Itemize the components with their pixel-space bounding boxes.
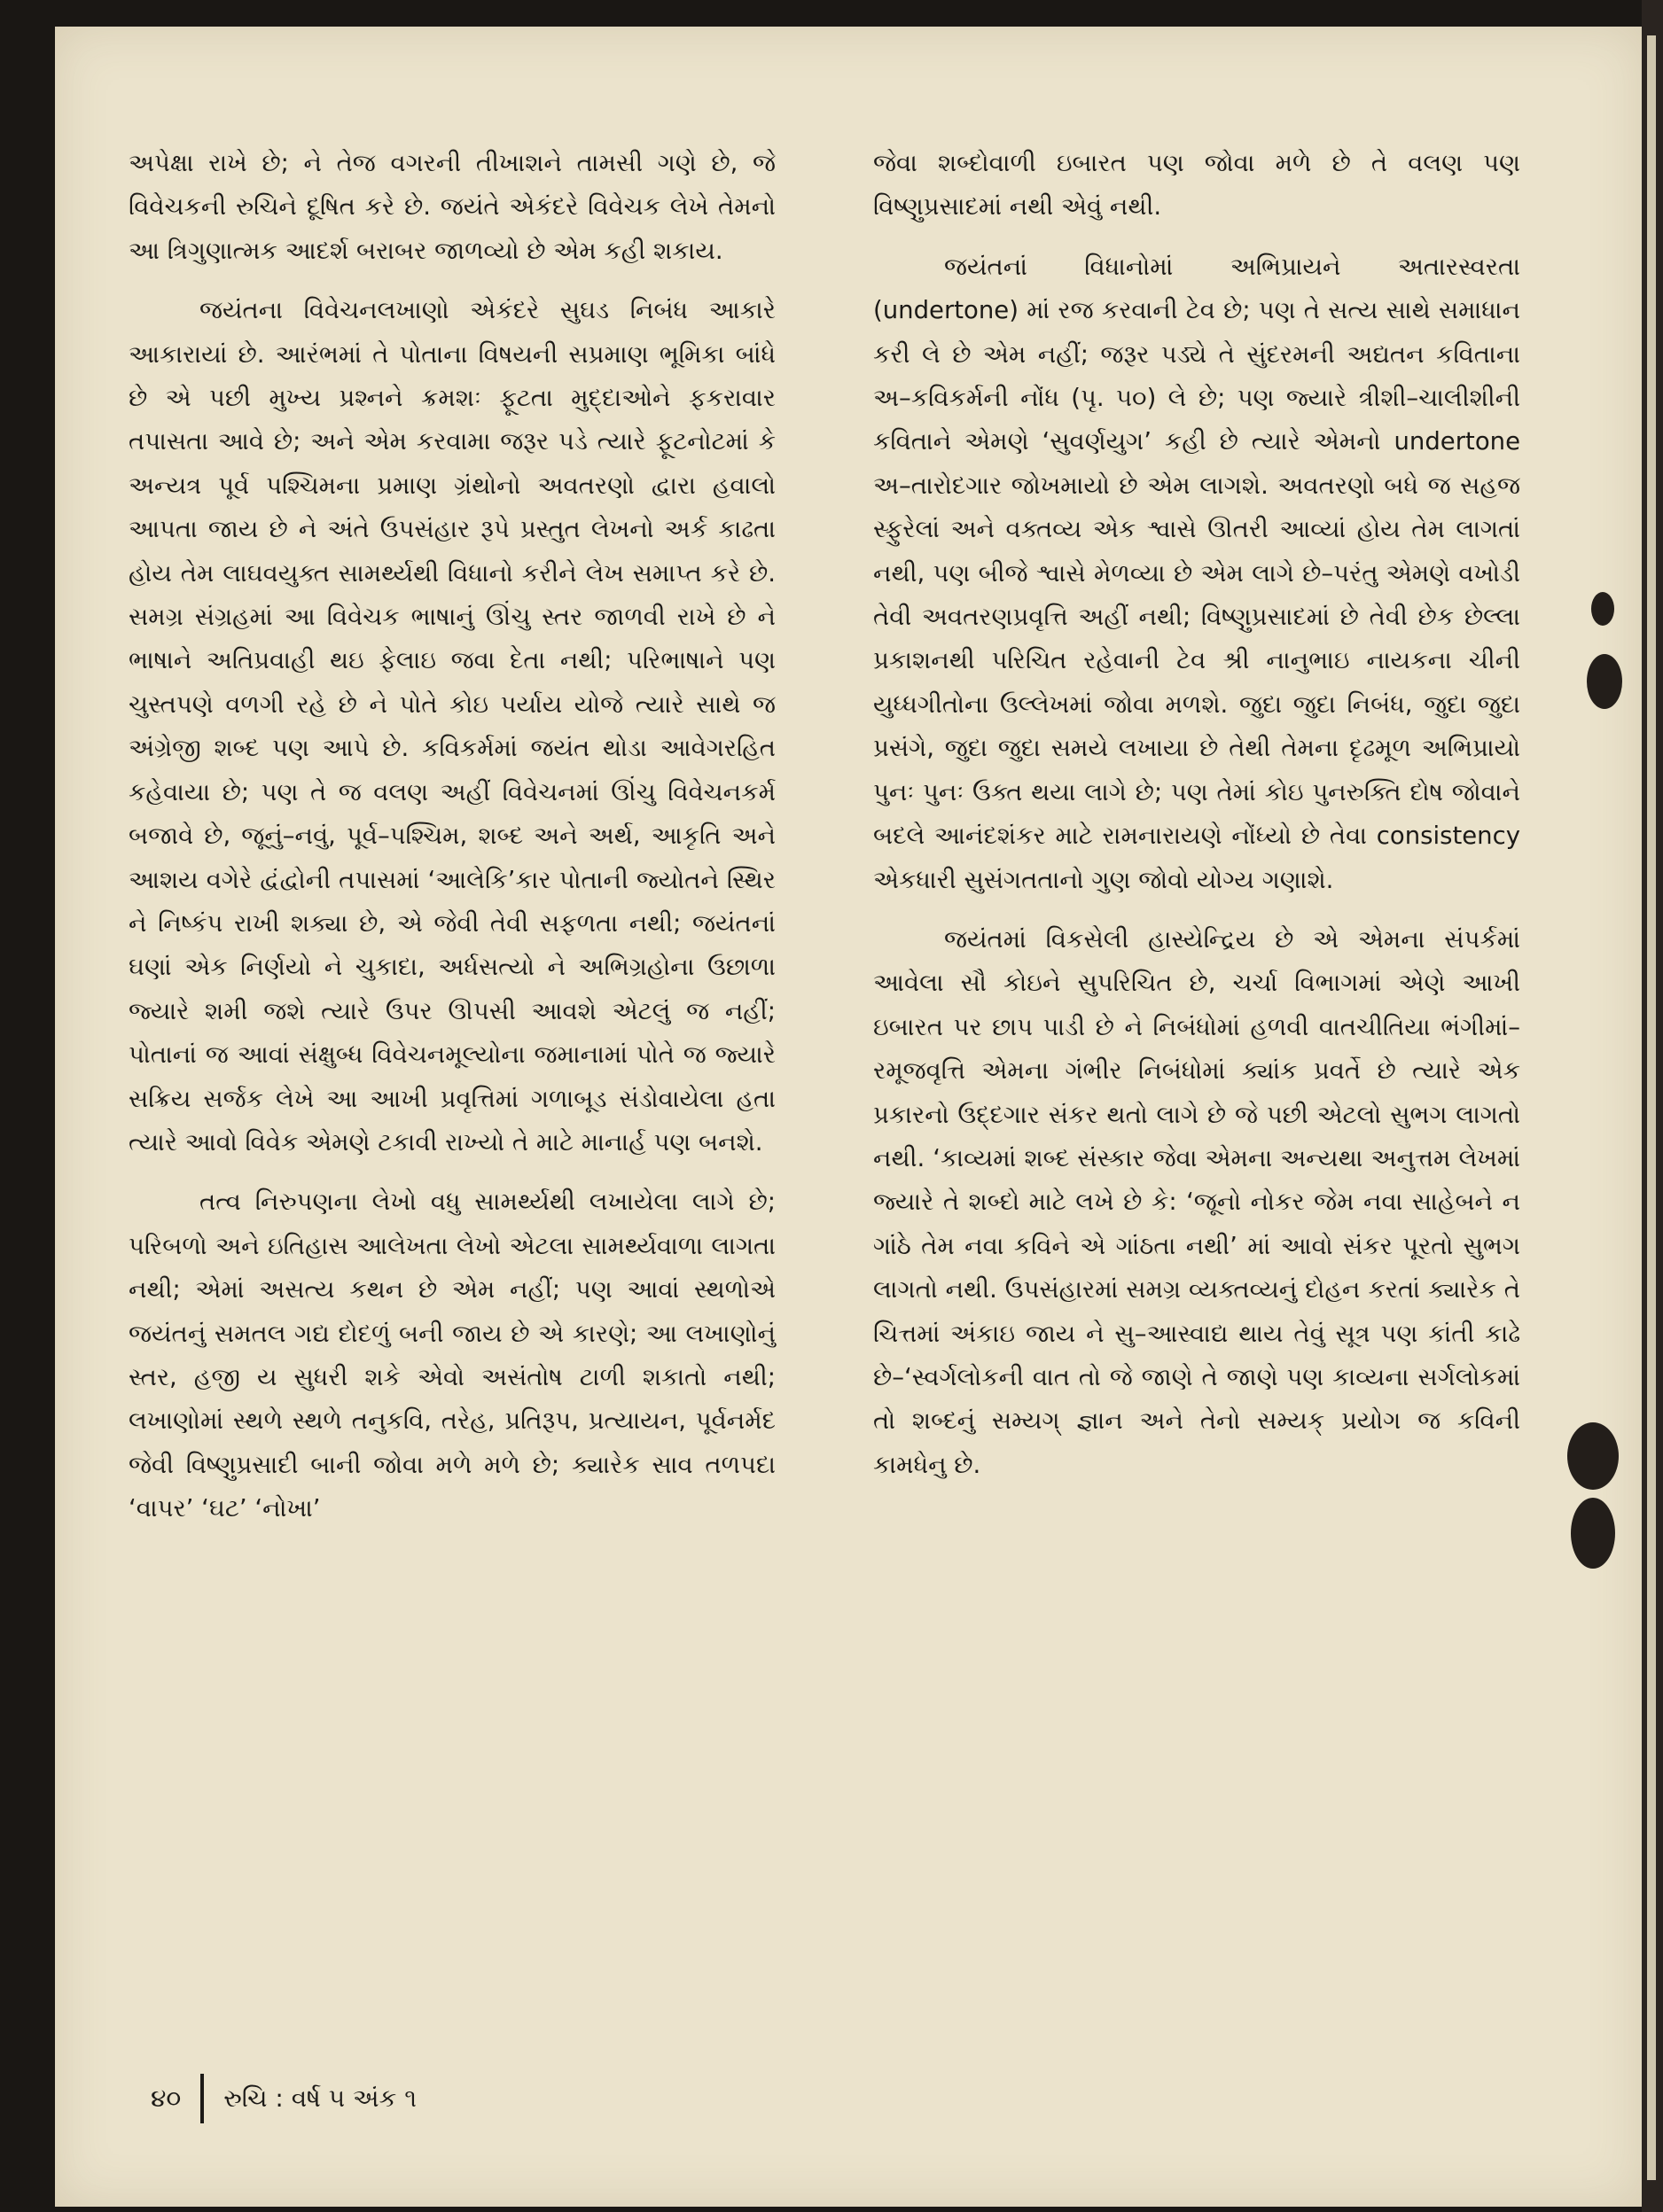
ink-blot <box>1591 592 1614 626</box>
footer-divider <box>200 2074 204 2123</box>
page-number: ૪૦ <box>151 2083 182 2113</box>
publication-info: રુચિ : વર્ષ ૫ અંક ૧ <box>223 2083 417 2113</box>
ink-blot <box>1567 1422 1619 1490</box>
paragraph: તત્વ નિરુપણના લેખો વધુ સામર્થ્યથી લખાયેલા લાગે છે; પરિબળો અને ઇતિહાસ આલેખતા લેખો એટલા સામર્થ્યવાળા લાગતા નથી; એમાં અસત્ય કથન છે એમ નહીં; પણ આવાં સ્થળોએ જયંતનું સમતલ ગદ્ય દોદળું બની જાય છે એ કારણે; આ લખાણોનું સ્તર, હજી ય સુધરી શકે એવો અસંતોષ ટાળી શકાતો નથી; લખાણોમાં સ્થળે સ્થળે તનુકવિ, તરેહ, પ્રતિરૂપ, પ્રત્યાયન, પૂર્વનર્મદ જેવી વિષ્ણુપ્રસાદી બાની જોવા મળે મળે છે; ક્યારેક સાવ તળપદા ‘વાપર’ ‘ઘટ’ ‘નોખા’ <box>129 1188 776 1523</box>
page-edge <box>1642 0 1663 2212</box>
paragraph: અપેક્ષા રાખે છે; ને તેજ વગરની તીખાશને તામસી ગણે છે, જે વિવેચકની રુચિને દૂષિત કરે છે. જયંતે એકંદરે વિવેચક લેખે તેમનો આ ત્રિગુણાત્મક આદર્શ બરાબર જાળવ્યો છે એમ કહી શકાય. <box>129 149 776 265</box>
paragraph: જયંતમાં વિકસેલી હાસ્યેન્દ્રિય છે એ એમના સંપર્કમાં આવેલા સૌ કોઇને સુપરિચિત છે, ચર્ચા વિભાગમાં એણે આખી ઇબારત પર છાપ પાડી છે ને નિબંધોમાં હળવી વાતચીતિયા ભંગીમાં–રમૂજવૃત્તિ એમના ગંભીર નિબંધોમાં ક્યાંક પ્રવર્તે છે ત્યારે એક પ્રકારનો ઉદ્દગાર સંકર થતો લાગે છે જે પછી એટલો સુભગ લાગતો નથી. ‘કાવ્યમાં શબ્દ સંસ્કાર જેવા એમના અન્યથા અનુત્તમ લેખમાં જ્યારે તે શબ્દો માટે લખે છે કે: ‘જૂનો નોકર જેમ નવા સાહેબને ન ગાંઠે તેમ નવા કવિને એ ગાંઠતા નથી’ માં આવો સંકર પૂરતો સુભગ લાગતો નથી. ઉપસંહારમાં સમગ્ર વ્યક્તવ્યનું દોહન કરતાં ક્યારેક તે ચિત્તમાં અંકાઇ જાય ને સુ–આસ્વાદ્ય થાય તેવું સૂત્ર પણ કાંતી કાઢે છે–‘સ્વર્ગલોકની વાત તો જે જાણે તે જાણે પણ કાવ્યના સર્ગલોકમાં તો શબ્દનું સમ્યગ્ જ્ઞાન અને તેનો સમ્યક્ પ્રયોગ જ કવિની કામધેનુ છે. <box>873 924 1520 1479</box>
paragraph: જયંતનાં વિધાનોમાં અભિપ્રાયને અતારસ્વરતા (undertone) માં રજ કરવાની ટેવ છે; પણ તે સત્ય સાથે સમાધાન કરી લે છે એમ નહીં; જરૂર પડ્યે તે સુંદરમની અદ્યતન કવિતાના અ–કવિકર્મની નોંધ (પૃ. ૫૦) લે છે; પણ જ્યારે ત્રીશી–ચાલીશીની કવિતાને એમણે ‘સુવર્ણયુગ’ કહી છે ત્યારે એમનો undertone અ–તારોદગાર જોખમાયો છે એમ લાગશે. અવતરણો બધે જ સહજ સ્ફુરેલાં અને વક્તવ્ય એક શ્વાસે ઊતરી આવ્યાં હોય તેમ લાગતાં નથી, પણ બીજે શ્વાસે મેળવ્યા છે એમ લાગે છે–પરંતુ એમણે વખોડી તેવી અવતરણપ્રવૃત્તિ અહીં નથી; વિષ્ણુપ્રસાદમાં છે તેવી છેક છેલ્લા પ્રકાશનથી પરિચિત રહેવાની ટેવ શ્રી નાનુભાઇ નાયકના ચીની યુધ્ધગીતોના ઉલ્લેખમાં જોવા મળશે. જુદા જુદા નિબંધ, જુદા જુદા પ્રસંગે, જુદા જુદા સમયે લખાયા છે તેથી તેમના દૃઢમૂળ અભિપ્રાયો પુનઃ પુનઃ ઉક્ત થયા લાગે છે; પણ તેમાં કોઇ પુનરુક્તિ દોષ જોવાને બદલે આનંદશંકર માટે રામનારાયણે નોંધ્યો છે તેવા consistency એકધારી સુસંગતતાનો ગુણ જોવો યોગ્ય ગણાશે. <box>873 252 1520 894</box>
ink-blot <box>1587 654 1622 709</box>
page-footer <box>151 2074 417 2123</box>
ink-blot <box>1571 1498 1615 1569</box>
right-column <box>873 142 1520 1503</box>
left-column <box>129 142 776 1547</box>
paragraph: જેવા શબ્દોવાળી ઇબારત પણ જોવા મળે છે તે વલણ પણ વિષ્ણુપ્રસાદમાં નથી એવું નથી. <box>873 149 1520 222</box>
paragraph: જયંતના વિવેચનલખાણો એકંદરે સુઘડ નિબંધ આકારે આકારાયાં છે. આરંભમાં તે પોતાના વિષયની સપ્રમાણ ભૂમિકા બાંધે છે એ પછી મુખ્ય પ્રશ્નને ક્રમશઃ ફૂટતા મુદ્દાઓને ફકરાવાર તપાસતા આવે છે; અને એમ કરવામા જરૂર પડે ત્યારે ફૂટનોટમાં કે અન્યત્ર પૂર્વ પશ્ચિમના પ્રમાણ ગ્રંથોનો અવતરણો દ્વારા હવાલો આપતા જાય છે ને અંતે ઉપસંહાર રૂપે પ્રસ્તુત લેખનો અર્ક કાઢતા હોય તેમ લાઘવયુક્ત સામર્થ્યથી વિધાનો કરીને લેખ સમાપ્ત કરે છે. સમગ્ર સંગ્રહમાં આ વિવેચક ભાષાનું ઊંચુ સ્તર જાળવી રાખે છે ને ભાષાને અતિપ્રવાહી થઇ ફેલાઇ જવા દેતા નથી; પરિભાષાને પણ ચુસ્તપણે વળગી રહે છે ને પોતે કોઇ પર્યાય યોજે ત્યારે સાથે જ અંગ્રેજી શબ્દ પણ આપે છે. કવિકર્મમાં જયંત થોડા આવેગરહિત કહેવાયા છે; પણ તે જ વલણ અહીં વિવેચનમાં ઊંચુ વિવેચનકર્મ બજાવે છે, જૂનું–નવું, પૂર્વ–પશ્ચિમ, શબ્દ અને અર્થ, આકૃતિ અને આશય વગેરે દ્વંદ્વોની તપાસમાં ‘આલેકિ’કાર પોતાની જ્યોતને સ્થિર ને નિષ્કંપ રાખી શક્યા છે, એ જેવી તેવી સફળતા નથી; જયંતનાં ઘણાં એક નિર્ણયો ને ચુકાદા, અર્ધસત્યો ને અભિગ્રહોના ઉછાળા જ્યારે શમી જશે ત્યારે ઉપર ઊપસી આવશે એટલું જ નહીં; પોતાનાં જ આવાં સંક્ષુબ્ધ વિવેચનમૂલ્યોના જમાનામાં પોતે જ જ્યારે સક્રિય સર્જક લેખે આ આખી પ્રવૃત્તિમાં ગળાબૂડ સંડોવાયેલા હતા ત્યારે આવો વિવેક એમણે ટકાવી રાખ્યો તે માટે માનાર્હ પણ બનશે. <box>129 296 776 1157</box>
